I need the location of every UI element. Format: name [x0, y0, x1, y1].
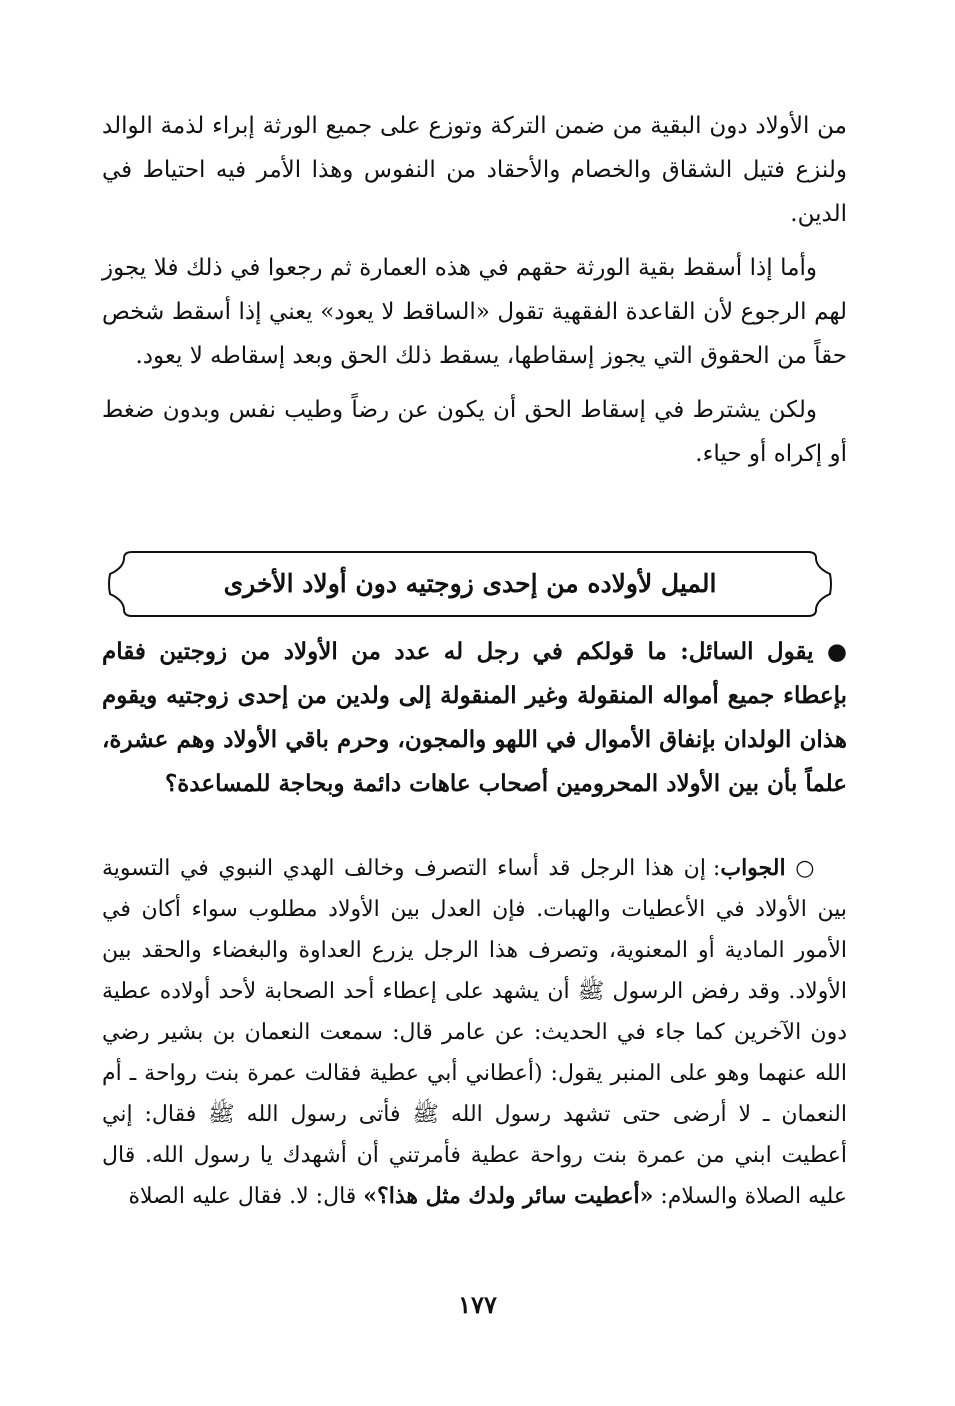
- answer-quote: «أعطيت سائر ولدك مثل هذا؟»: [363, 1183, 654, 1209]
- answer-paragraph: [102, 848, 847, 1217]
- paragraph-3: ولكن يشترط في إسقاط الحق أن يكون عن رضاً وطيب نفس وبدون ضغط أو إكراه أو حياء.: [102, 397, 847, 467]
- answer-marker-icon: ○: [795, 856, 817, 881]
- page-number: ١٧٧: [458, 1290, 497, 1319]
- section-heading-frame: [104, 548, 836, 620]
- paragraph-2: وأما إذا أسقط بقية الورثة حقهم في هذه العمارة ثم رجعوا في ذلك فلا يجوز لهم الرجوع لأن القاعدة الفقهية تقول «الساقط لا يعود» يعني إذا أسقط شخص حقاً من الحقوق التي يجوز إسقاطها، يسقط ذلك الحق وبعد إسقاطه لا يعود.: [102, 255, 847, 369]
- answer-label: الجواب: [720, 855, 786, 881]
- answer-body: : إن هذا الرجل قد أساء التصرف وخالف الهدي النبوي في التسوية بين الأولاد في الأعطيات والهبات. فإن العدل بين الأولاد مطلوب سواء أكان في الأمور المادية أو المعنوية، وتصرف هذا الرجل يزرع العداوة والبغضاء والحقد بين الأولاد. وقد رفض الرسول ﷺ أن يشهد على إعطاء أحد الصحابة لأحد أولاده عطية دون الآخرين كما جاء في الحديث: عن عامر قال: سمعت النعمان بن بشير رضي الله عنهما وهو على المنبر يقول: (أعطاني أبي عطية فقالت عمرة بنت رواحة ـ أم النعمان ـ لا أرضى حتى تشهد رسول الله ﷺ فأتى رسول الله ﷺ فقال: إني أعطيت ابني من عمرة بنت رواحة عطية فأمرتني أن أشهدك يا رسول الله. قال عليه الصلاة والسلام:: [102, 856, 847, 1209]
- question-paragraph: ● يقول السائل: ما قولكم في رجل له عدد من الأولاد من زوجتين فقام بإعطاء جميع أمواله المنقولة وغير المنقولة إلى ولدين من إحدى زوجتيه ويقوم هذان الولدان بإنفاق الأموال في اللهو والمجون، وحرم باقي الأولاد وهم عشرة، علماً بأن بين الأولاد المحرومين أصحاب عاهات دائمة وبحاجة للمساعدة؟: [102, 638, 847, 797]
- section-heading: الميل لأولاده من إحدى زوجتيه دون أولاد الأخرى: [223, 569, 717, 598]
- body-text: [102, 104, 847, 476]
- answer-tail: قال: لا. فقال عليه الصلاة: [128, 1184, 364, 1209]
- paragraph-1: من الأولاد دون البقية من ضمن التركة وتوزع على جميع الورثة إبراء لذمة الوالد ولنزع فتيل الشقاق والخصام والأحقاد من النفوس وهذا الأمر فيه احتياط في الدين.: [102, 113, 847, 227]
